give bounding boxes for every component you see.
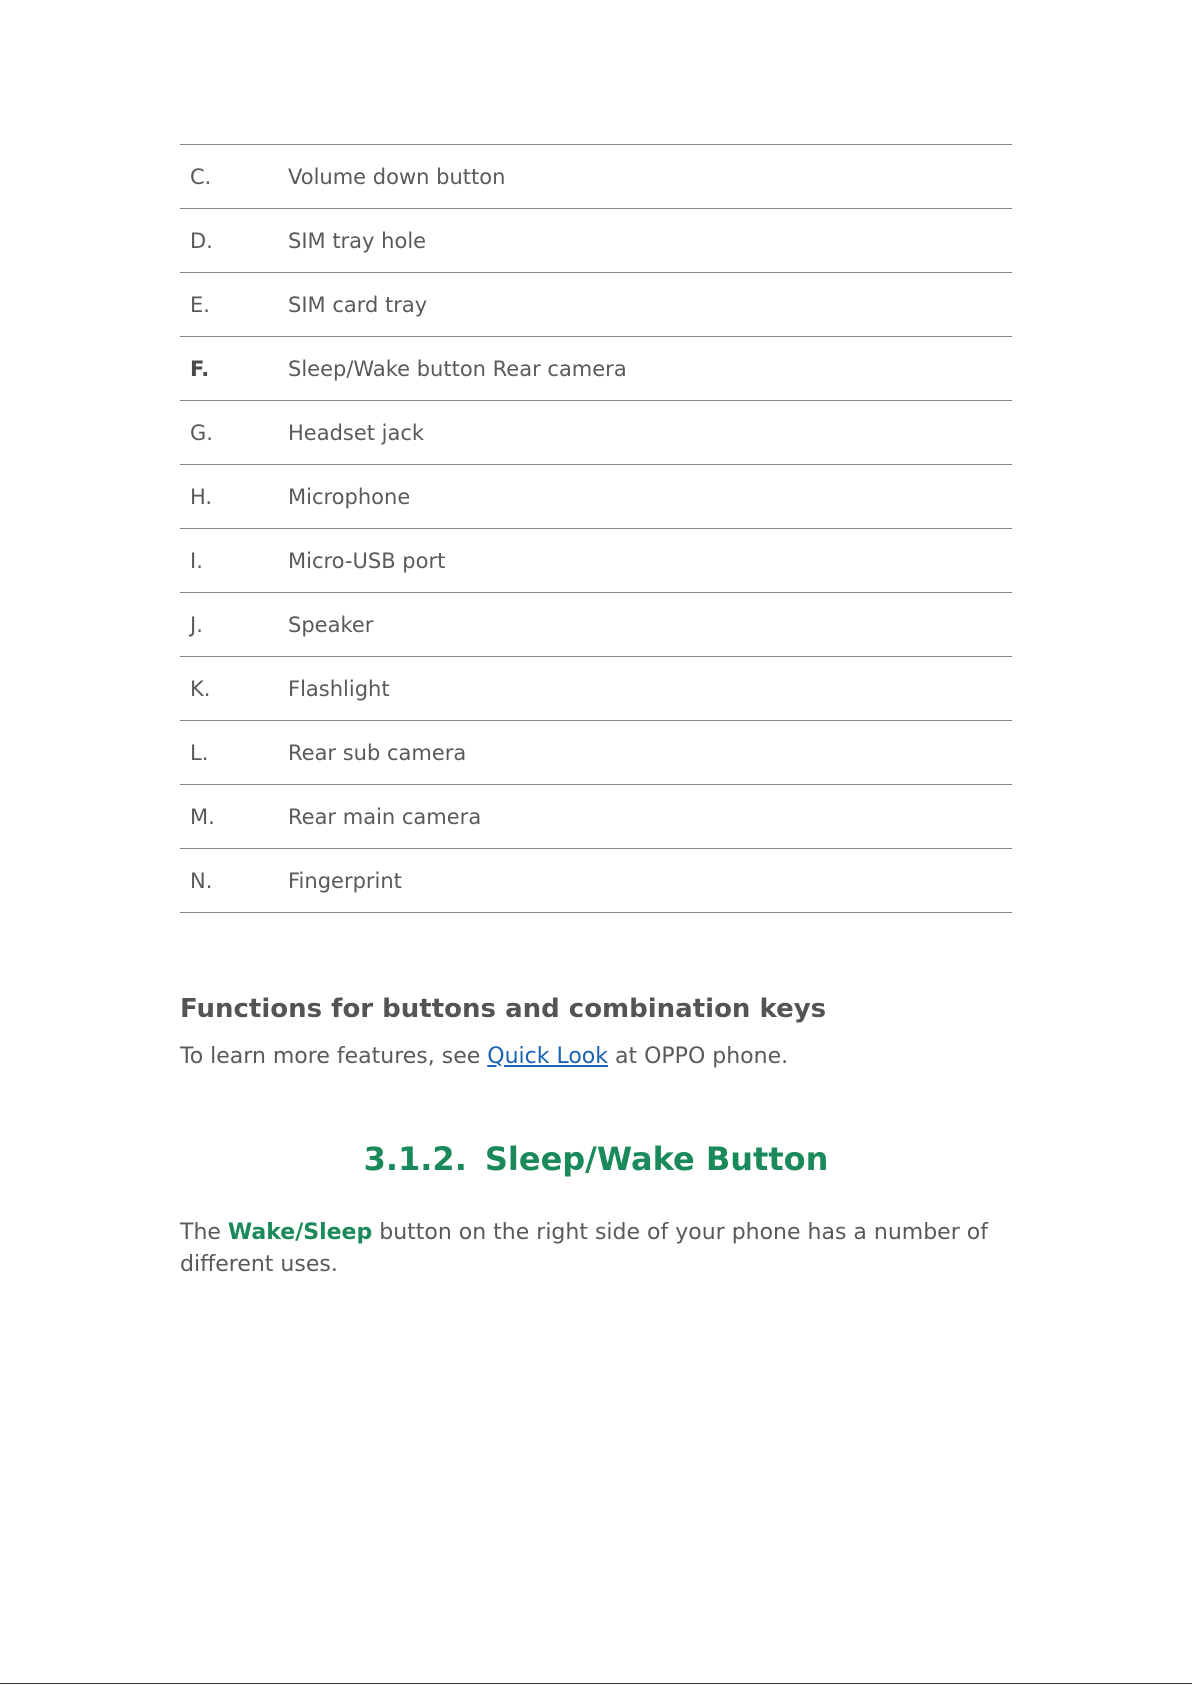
part-label: Flashlight xyxy=(288,657,1012,721)
part-label: Rear main camera xyxy=(288,785,1012,849)
parts-table-body xyxy=(180,145,1012,913)
sleep-wake-para-before: The xyxy=(180,1220,228,1245)
functions-heading: Functions for buttons and combination keys xyxy=(180,994,827,1024)
part-label: SIM tray hole xyxy=(288,209,1012,273)
sleep-wake-title: Sleep/Wake Button xyxy=(484,1140,829,1178)
functions-intro-before: To learn more features, see xyxy=(180,1044,488,1069)
part-letter: E. xyxy=(180,273,288,337)
part-letter: F. xyxy=(180,337,288,401)
part-letter: G. xyxy=(180,401,288,465)
table-row xyxy=(180,657,1012,721)
part-letter: J. xyxy=(180,593,288,657)
wake-sleep-term: Wake/Sleep xyxy=(227,1220,373,1245)
part-label: SIM card tray xyxy=(288,273,1012,337)
part-letter: I. xyxy=(180,529,288,593)
footer-rule xyxy=(0,1683,1192,1684)
table-row xyxy=(180,273,1012,337)
part-label: Fingerprint xyxy=(288,849,1012,913)
part-label: Volume down button xyxy=(288,145,1012,209)
part-label: Micro-USB port xyxy=(288,529,1012,593)
table-row xyxy=(180,721,1012,785)
part-label: Speaker xyxy=(288,593,1012,657)
table-row xyxy=(180,145,1012,209)
quick-look-link[interactable]: Quick Look xyxy=(487,1044,608,1069)
part-letter: L. xyxy=(180,721,288,785)
sleep-wake-heading xyxy=(0,1140,1192,1178)
part-label: Rear sub camera xyxy=(288,721,1012,785)
part-letter: C. xyxy=(180,145,288,209)
table-row xyxy=(180,337,1012,401)
part-letter: D. xyxy=(180,209,288,273)
part-letter: H. xyxy=(180,465,288,529)
table-row xyxy=(180,593,1012,657)
table-row xyxy=(180,465,1012,529)
part-label: Sleep/Wake button Rear camera xyxy=(288,337,1012,401)
sleep-wake-paragraph xyxy=(180,1217,1012,1281)
functions-intro-after: at OPPO phone. xyxy=(608,1044,789,1069)
part-label: Microphone xyxy=(288,465,1012,529)
table-row xyxy=(180,849,1012,913)
functions-intro xyxy=(180,1044,788,1069)
part-letter: N. xyxy=(180,849,288,913)
table-row xyxy=(180,529,1012,593)
sleep-wake-para-after: button on the right side of your phone has a number of different uses. xyxy=(180,1220,988,1277)
table-row xyxy=(180,209,1012,273)
part-letter: M. xyxy=(180,785,288,849)
part-letter: K. xyxy=(180,657,288,721)
part-label: Headset jack xyxy=(288,401,1012,465)
sleep-wake-section-number: 3.1.2. xyxy=(363,1140,467,1178)
table-row xyxy=(180,785,1012,849)
parts-table xyxy=(180,144,1012,913)
table-row xyxy=(180,401,1012,465)
